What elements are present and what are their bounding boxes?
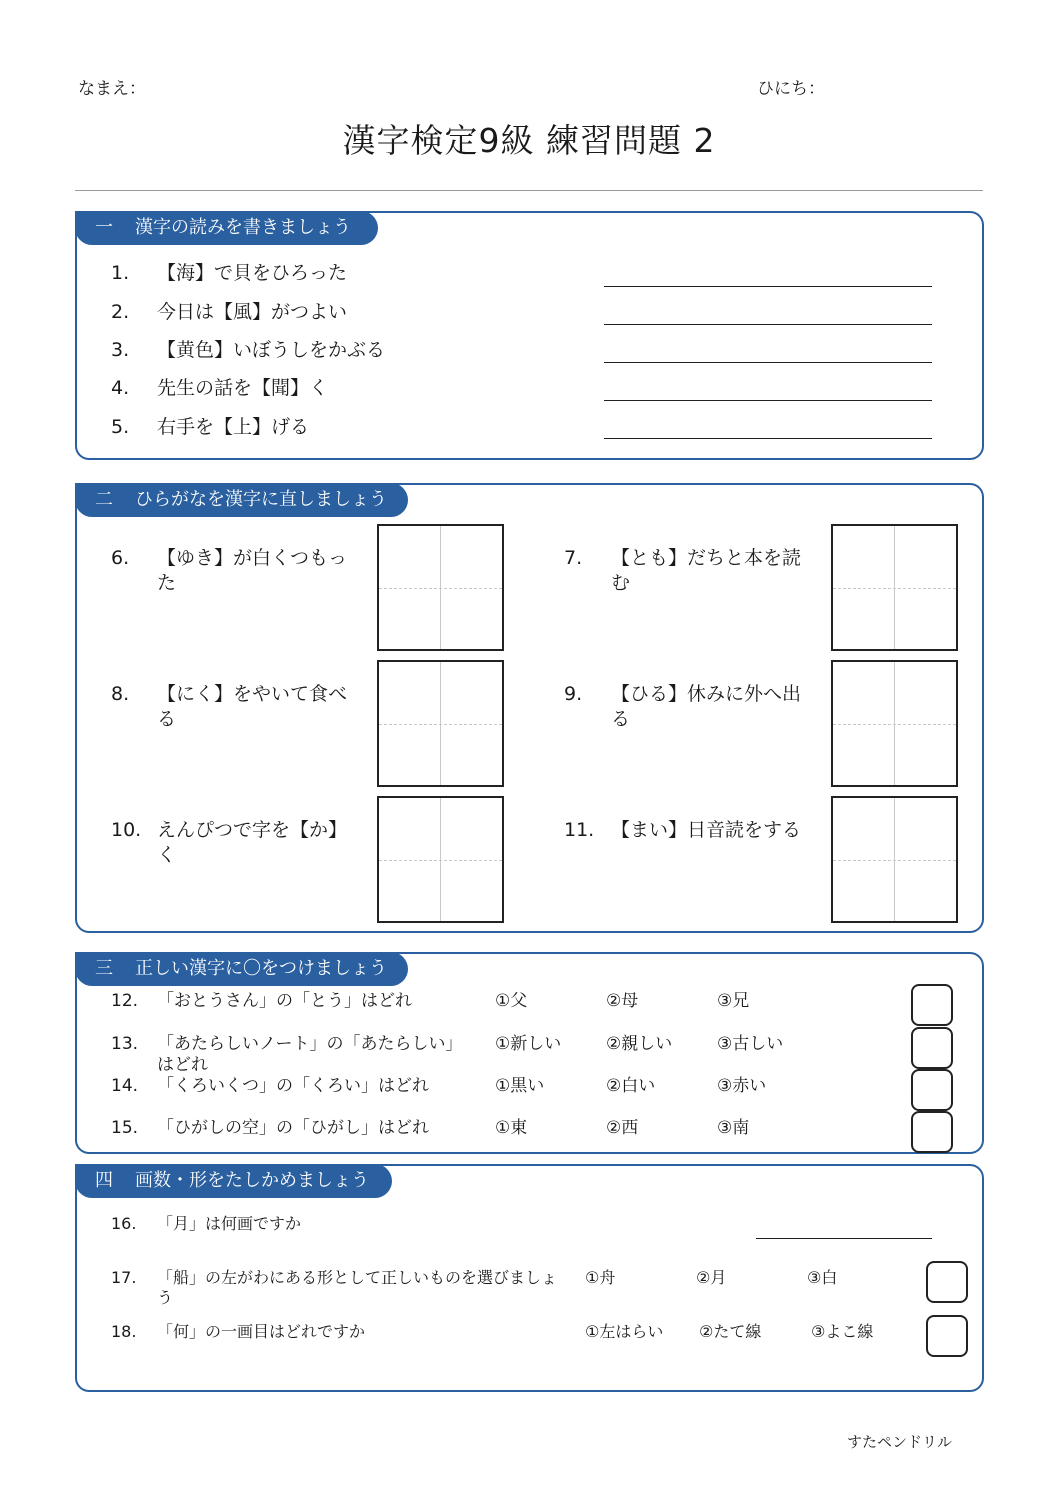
question-text: 先生の話を【聞】く [157, 377, 329, 399]
answer-line-4[interactable] [604, 400, 932, 401]
choice-18-2[interactable]: ②たて線 [699, 1322, 762, 1341]
section-4-number: 四 [95, 1170, 113, 1191]
choice-12-1[interactable]: ①父 [495, 991, 528, 1011]
choice-14-2[interactable]: ②白い [606, 1076, 656, 1096]
answer-box-18[interactable] [926, 1315, 968, 1357]
question-6-text: 【ゆき】が白くつもった [157, 547, 348, 594]
question-16-number: 16. [111, 1214, 137, 1233]
choice-18-1[interactable]: ①左はらい [585, 1322, 664, 1341]
answer-box-13[interactable] [911, 1027, 953, 1069]
question-9-text: 【ひる】休みに外へ出る [611, 683, 802, 730]
choice-12-3[interactable]: ③兄 [717, 991, 750, 1011]
answer-line-1[interactable] [604, 286, 932, 287]
section-2-number: 二 [95, 489, 113, 510]
kanji-answer-box-6[interactable] [377, 524, 504, 651]
choice-17-3[interactable]: ③白 [807, 1268, 838, 1287]
question-2 [111, 297, 347, 324]
title-divider [75, 190, 983, 191]
question-7-number: 7. [564, 547, 583, 569]
section-3-tag [75, 952, 408, 986]
choice-15-1[interactable]: ①東 [495, 1118, 528, 1138]
question-10-number: 10. [111, 819, 142, 841]
question-text: 今日は【風】がつよい [157, 301, 348, 323]
question-number: 2. [111, 301, 130, 323]
question-text: 【海】で貝をひろった [157, 262, 348, 284]
name-label: なまえ： [78, 79, 146, 99]
question-3 [111, 335, 385, 362]
answer-line-3[interactable] [604, 362, 932, 363]
choice-17-1[interactable]: ①舟 [585, 1268, 616, 1287]
page-title: 漢字検定9級 練習問題 2 [342, 121, 716, 160]
question-number: 1. [111, 262, 130, 284]
question-text: 右手を【上】げる [157, 416, 310, 438]
answer-line-2[interactable] [604, 324, 932, 325]
kanji-answer-box-7[interactable] [831, 524, 958, 651]
question-6-number: 6. [111, 547, 130, 569]
question-number: 5. [111, 416, 130, 438]
kanji-answer-box-9[interactable] [831, 660, 958, 787]
choice-15-2[interactable]: ②西 [606, 1118, 639, 1138]
question-15-text: 「ひがしの空」の「ひがし」はどれ [157, 1118, 429, 1138]
answer-box-14[interactable] [911, 1069, 953, 1111]
answer-line-5[interactable] [604, 438, 932, 439]
question-14-text: 「くろいくつ」の「くろい」はどれ [157, 1076, 429, 1096]
kanji-answer-box-10[interactable] [377, 796, 504, 923]
choice-13-1[interactable]: ①新しい [495, 1034, 562, 1054]
question-13-text: 「あたらしいノート」の「あたらしい」はどれ [157, 1034, 463, 1075]
question-15-number: 15. [111, 1118, 139, 1138]
kanji-answer-box-11[interactable] [831, 796, 958, 923]
choice-13-2[interactable]: ②親しい [606, 1034, 673, 1054]
question-text: 【黄色】いぼうしをかぶる [157, 339, 386, 361]
section-1-tag [75, 211, 378, 245]
answer-box-12[interactable] [911, 984, 953, 1026]
question-7-text: 【とも】だちと本を読む [611, 547, 802, 594]
section-4-tag [75, 1164, 392, 1198]
question-8-number: 8. [111, 683, 130, 705]
question-11-text: 【まい】日音読をする [611, 819, 802, 841]
answer-line-16[interactable] [756, 1238, 932, 1239]
section-2-label: ひらがなを漢字に直しましょう [135, 489, 387, 510]
section-1-number: 一 [95, 217, 113, 238]
kanji-answer-box-8[interactable] [377, 660, 504, 787]
question-11-number: 11. [564, 819, 595, 841]
question-1 [111, 258, 347, 285]
question-9-number: 9. [564, 683, 583, 705]
question-14-number: 14. [111, 1076, 139, 1096]
question-13-number: 13. [111, 1034, 139, 1054]
choice-14-3[interactable]: ③赤い [717, 1076, 767, 1096]
question-12-number: 12. [111, 991, 139, 1011]
question-4 [111, 373, 328, 400]
question-number: 4. [111, 377, 130, 399]
section-2-tag [75, 483, 408, 517]
choice-18-3[interactable]: ③よこ線 [811, 1322, 874, 1341]
section-1-label: 漢字の読みを書きましょう [135, 217, 351, 238]
footer-brand: すたペンドリル [847, 1433, 953, 1451]
question-10-text: えんぴつで字を【か】く [157, 819, 348, 866]
question-5 [111, 412, 309, 439]
choice-13-3[interactable]: ③古しい [717, 1034, 784, 1054]
question-12-text: 「おとうさん」の「とう」はどれ [157, 991, 412, 1011]
question-17-number: 17. [111, 1268, 137, 1287]
question-18-text: 「何」の一画目はどれですか [157, 1322, 366, 1341]
answer-box-17[interactable] [926, 1261, 968, 1303]
choice-14-1[interactable]: ①黒い [495, 1076, 545, 1096]
section-4-label: 画数・形をたしかめましょう [135, 1170, 369, 1191]
question-17-text: 「船」の左がわにある形として正しいものを選びましょう [157, 1268, 558, 1307]
choice-17-2[interactable]: ②月 [696, 1268, 727, 1287]
question-18-number: 18. [111, 1322, 137, 1341]
question-number: 3. [111, 339, 130, 361]
answer-box-15[interactable] [911, 1111, 953, 1153]
section-3-number: 三 [95, 958, 113, 979]
date-label: ひにち： [757, 79, 825, 99]
question-16-text: 「月」は何画ですか [157, 1214, 302, 1233]
section-3-label: 正しい漢字に〇をつけましょう [135, 958, 387, 979]
choice-15-3[interactable]: ③南 [717, 1118, 750, 1138]
question-8-text: 【にく】をやいて食べる [157, 683, 348, 730]
choice-12-2[interactable]: ②母 [606, 991, 639, 1011]
